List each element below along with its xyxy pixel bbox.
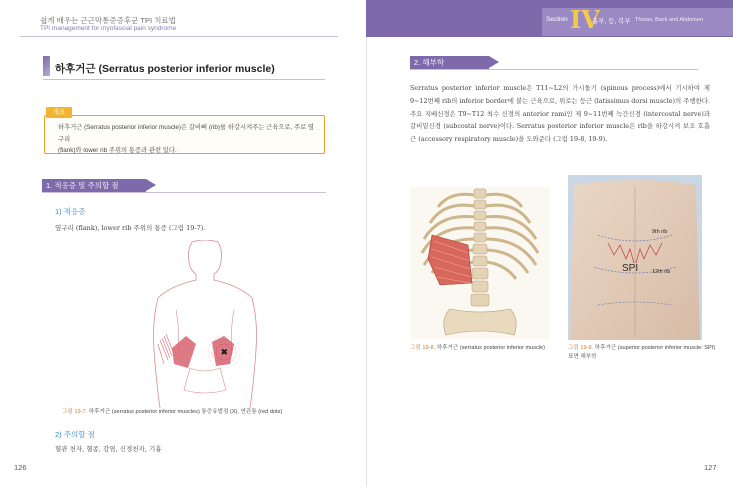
indications-heading: 1) 적응증 xyxy=(55,207,86,216)
figure-19-9-caption-line-2: 표면 해부학 xyxy=(568,354,597,360)
figure-19-7-caption xyxy=(62,407,282,415)
figure-19-9-surface-anatomy-photo xyxy=(568,175,702,340)
summary-label: 개요 xyxy=(46,107,72,118)
precautions-heading: 2) 주의할 점 xyxy=(55,430,95,439)
figure-19-7-text: 하후거근 (serratus posterior inferior muscles) 통증유발점 (X), 연관통 (red dots) xyxy=(88,409,283,415)
summary-line-2: (flank)와 lower rib 주위의 통증과 관련 있다. xyxy=(58,147,177,154)
spread-gutter xyxy=(366,0,367,487)
page-title: 하후거근 (Serratus posterior inferior muscle) xyxy=(55,63,275,75)
figure-19-8-text: 하후거근 (serratus posterior inferior muscle) xyxy=(436,345,546,351)
page-number-left: 126 xyxy=(14,463,27,472)
figure-19-9-caption xyxy=(568,343,715,351)
indications-text: 옆구리 (flank), lower rib 주위의 통증 (그림 19-7). xyxy=(55,224,206,232)
figure-19-8-caption xyxy=(410,343,545,351)
section-1-heading: 1. 적응증 및 주의할 점 xyxy=(42,179,146,192)
book-subtitle: TPI management for myofascial pain syndrome xyxy=(40,25,177,32)
section-1-rule xyxy=(42,192,326,193)
figure-19-7-number: 그림 19-7. xyxy=(62,409,88,415)
precautions-text: 혈관 천자, 혈종, 감염, 신경천자, 기흉 xyxy=(55,445,162,453)
section-word: Section xyxy=(546,16,568,23)
summary-line-1: 하후거근 (Serratus posterior inferior muscle)은 갈비뼈 (rib)를 하강시켜주는 근육으로, 주로 옆구리 xyxy=(58,124,314,143)
anatomy-text: Serratus posterior inferior muscle은 T11~L2의 가시돌기 (spinous process)에서 기시하여 제 9~12번째 rib의 inferior border에 붙는 근육으로, 위로는 등근 (latissimus dorsi muscle)의 주행한다. 주요 지배신경은 T9~T12 척수 신경의 anterior rami인 제 9~11번째 늑간신경 (intercostal nerve)과 갈비밑신경 (subcostal nerve)이다. Serratus posterior inferior muscle은 rib을 하강시켜 보조 호흡근 (accessory respiratory muscle)을 도와준다 (그림 19-8, 19-9). xyxy=(410,84,710,144)
trigger-point-mark: ✖ xyxy=(220,348,229,358)
title-rule xyxy=(43,79,325,80)
section-english: Thorax, Back and Abdomen xyxy=(635,17,703,23)
figure-19-8-anatomy-illustration xyxy=(410,187,550,339)
figure-19-7-back-diagram xyxy=(150,240,260,410)
label-12th-rib: 12th rib xyxy=(652,269,671,275)
figure-19-9-text-1: 하후거근 (superior posterior inferior muscle: SPI) xyxy=(594,345,716,351)
summary-text xyxy=(58,122,318,157)
book-title: 쉽게 배우는 근근막통증증후군 TPI 치료법 xyxy=(40,16,176,25)
section-2-rule xyxy=(410,69,698,70)
figure-19-9-number: 그림 19-9. xyxy=(568,345,594,351)
section-korean: 흉부, 등, 복부 xyxy=(592,18,631,25)
label-9th-rib: 9th rib xyxy=(652,229,668,235)
page-number-right: 127 xyxy=(704,463,717,472)
section-2-heading: 2. 해부학 xyxy=(410,56,489,69)
spi-label: SPI xyxy=(622,263,639,274)
section-number: IV xyxy=(570,5,600,34)
header-rule xyxy=(20,36,338,37)
title-marker xyxy=(43,56,50,76)
figure-19-8-number: 그림 19-8. xyxy=(410,345,436,351)
